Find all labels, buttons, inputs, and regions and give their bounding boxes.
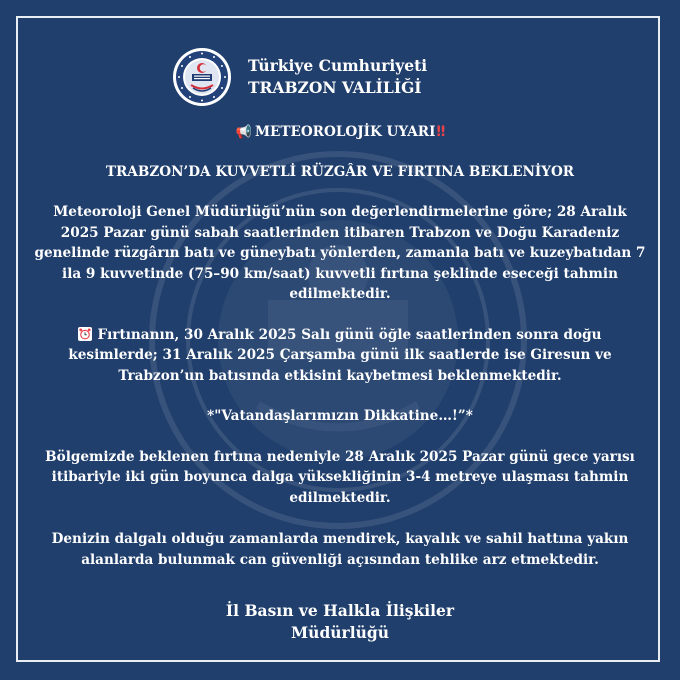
paragraph-attention: *"Vatandaşlarımızın Dikkatine…!”* <box>207 408 473 424</box>
alert-title: METEOROLOJİK UYARI <box>254 124 436 140</box>
header-governorship: TRABZON VALİLİĞİ <box>248 78 422 97</box>
double-exclamation-icon: !! <box>435 124 445 140</box>
header-country: Türkiye Cumhuriyeti <box>248 56 428 75</box>
headline: TRABZON’DA KUVVETLİ RÜZGÂR VE FIRTINA BEKLENİYOR <box>105 163 575 180</box>
alert-title-row <box>34 122 646 144</box>
signature-block <box>34 600 646 644</box>
paragraph-safety: Denizin dalgalı olduğu zamanlarda mendirek, kayalık ve sahil hattına yakın alanlarda bulunmak can güvenliği açısından tehlike arz etmektedir. <box>51 531 629 568</box>
governorship-seal-icon <box>172 47 232 107</box>
paragraph-forecast: Meteoroloji Genel Müdürlüğü’nün son değerlendirmelerine göre; 28 Aralık 2025 Pazar günü sabah saatlerinden itibaren Trabzon ve Doğu Karadeniz genelinde rüzgârın batı ve güneybatı yönlerden, zamanla batı ve kuzeybatıdan 7 ila 9 kuvvetinde (75–90 km/saat) kuvvetli fırtına şeklinde eseceği tahmin edilmektedir. <box>34 204 646 302</box>
paragraph-timing-text: Fırtınanın, 30 Aralık 2025 Salı günü öğle saatlerinden sonra doğu kesimlerde; 31 Aralık 2025 Çarşamba günü ilk saatlerde ise Giresun ve Trabzon’un batısında etkisini kaybetmesi beklenmektedir. <box>68 326 612 384</box>
paragraph-waves: Bölgemizde beklenen fırtına nedeniyle 28 Aralık 2025 Pazar günü gece yarısı itibariyle iki gün boyunca dalga yüksekliğinin 3-4 metreye ulaşması tahmin edilmektedir. <box>45 448 635 506</box>
header-text-block <box>248 55 427 99</box>
paragraph-timing <box>34 325 646 387</box>
signature-line-2: Müdürlüğü <box>291 623 389 642</box>
page-header <box>172 45 427 109</box>
announcement-body <box>34 122 646 570</box>
alarm-clock-icon <box>78 327 92 341</box>
signature-line-1: İl Basın ve Halkla İlişkiler <box>225 601 455 620</box>
megaphone-icon: 📢 <box>235 125 252 140</box>
